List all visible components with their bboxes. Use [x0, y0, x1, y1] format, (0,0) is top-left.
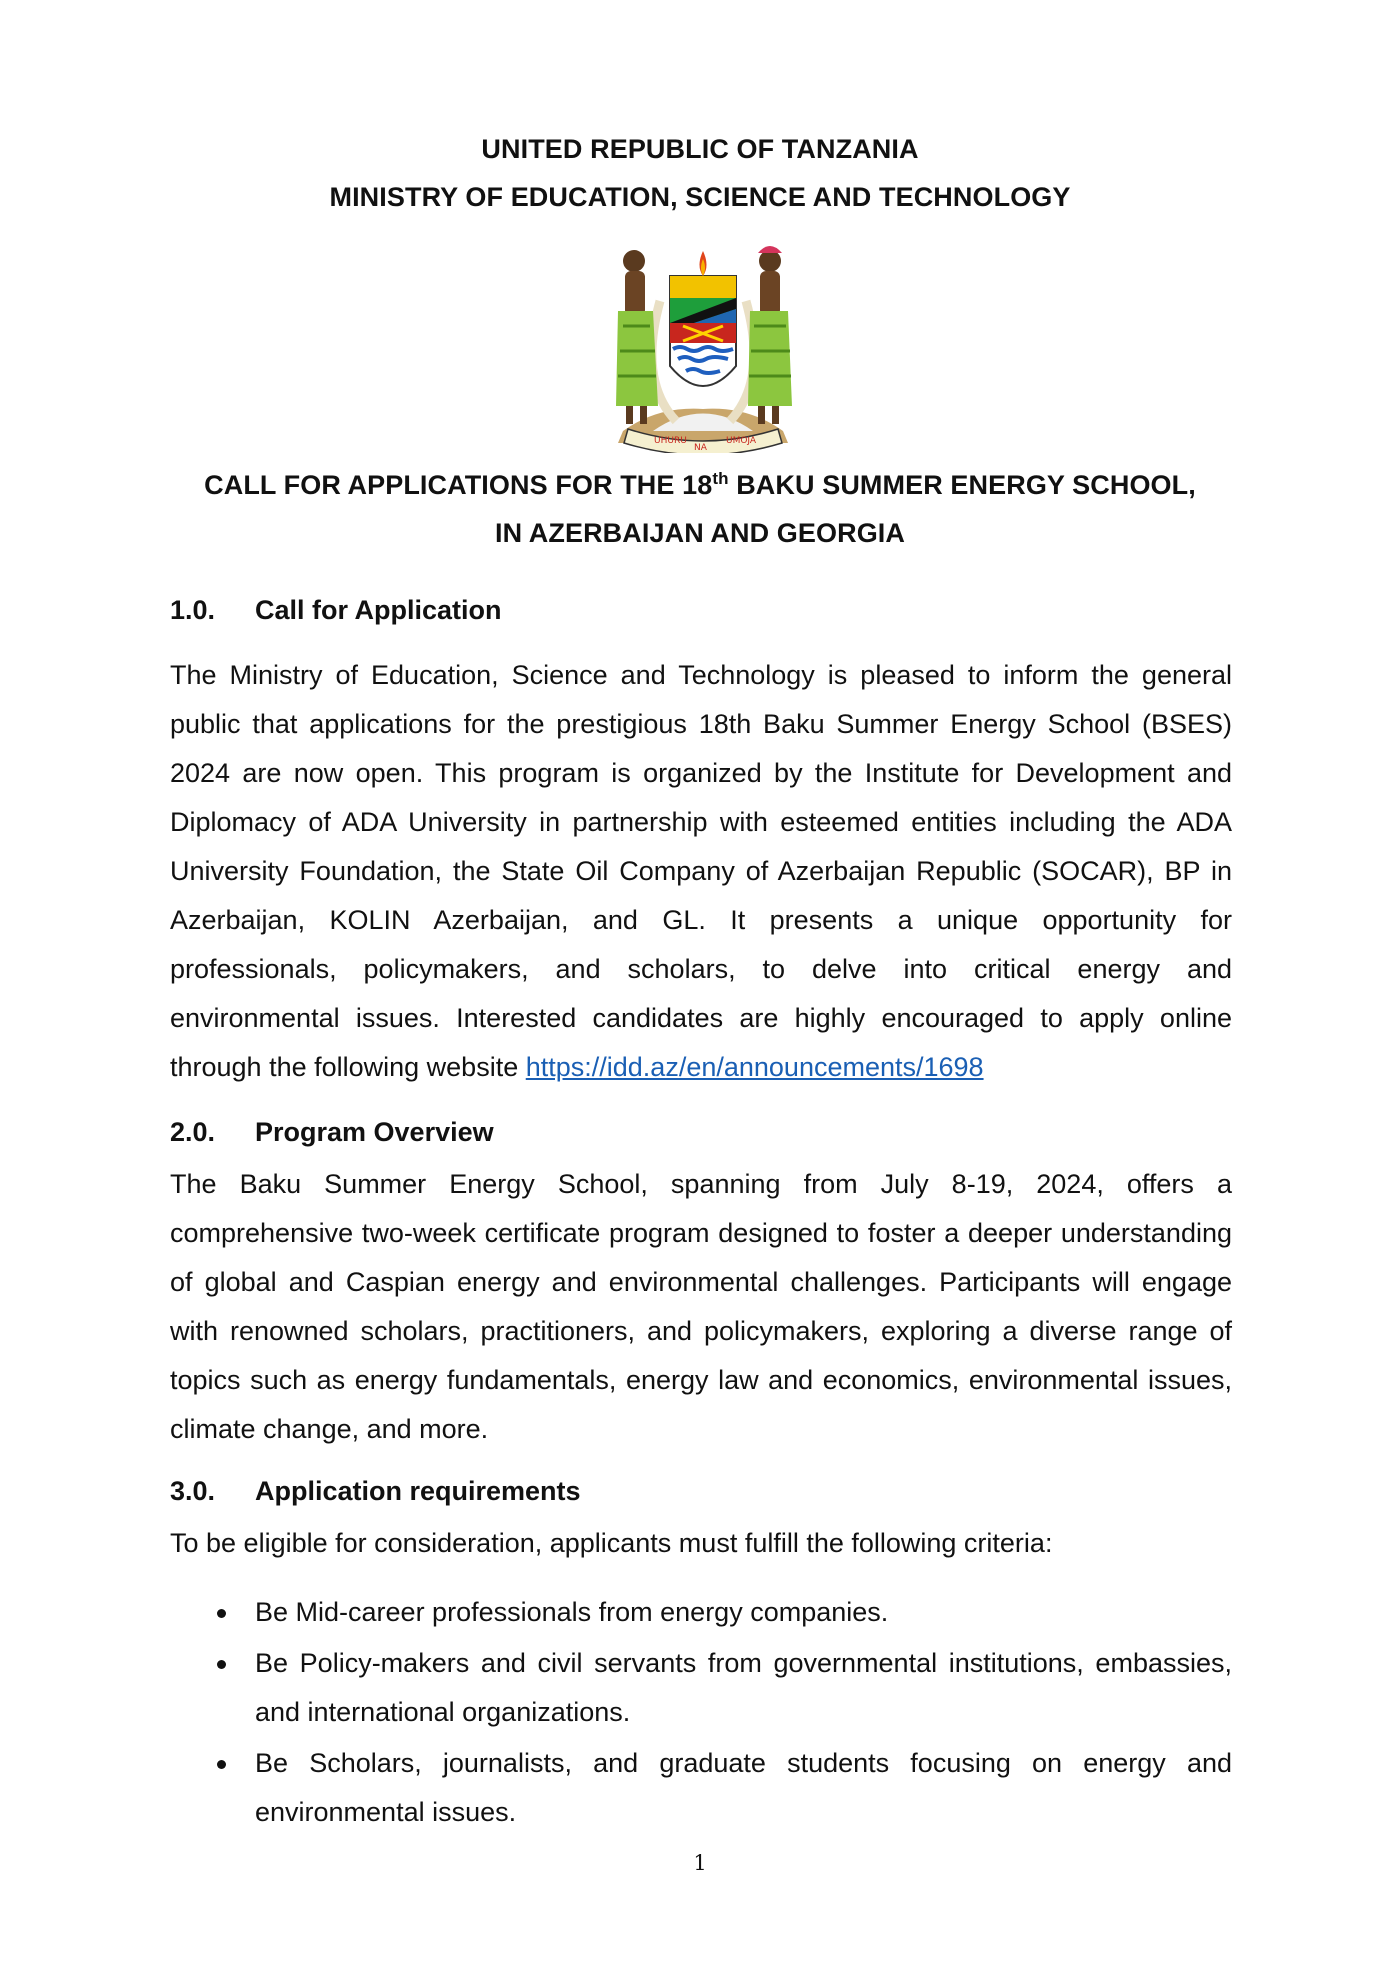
call-title-line-2: IN AZERBAIJAN AND GEORGIA [494, 518, 906, 548]
list-item-text: Be Policy-makers and civil servants from governmental institutions, embassies, and international organizations. [255, 1648, 1232, 1727]
section-heading-program-overview [170, 1117, 494, 1148]
section-heading-application-requirements [170, 1476, 581, 1507]
list-item [170, 1739, 1232, 1837]
section-paragraph-application-requirements: To be eligible for consideration, applicants must fulfill the following criteria: [170, 1528, 1053, 1558]
list-item-text: Be Scholars, journalists, and graduate students focusing on energy and environmental issues. [255, 1748, 1232, 1827]
bullet-icon [217, 1609, 226, 1618]
paragraph-text: The Ministry of Education, Science and Technology is pleased to inform the general public that applications for the prestigious 18th Baku Summer Energy School (BSES) 2024 are now open. This program is organized by the Institute for Development and Diplomacy of ADA University in partnership with esteemed entities including the ADA University Foundation, the State Oil Company of Azerbaijan Republic (SOCAR), BP in Azerbaijan, KOLIN Azerbaijan, and GL. It presents a unique opportunity for professionals, policymakers, and scholars, to delve into critical energy and environmental issues. Interested candidates are highly encouraged to apply online through the following website [170, 660, 1232, 1082]
call-title-part-2: BAKU SUMMER ENERGY SCHOOL, [728, 470, 1196, 500]
ordinal-suffix: th [712, 469, 729, 488]
coat-of-arms-emblem [598, 231, 808, 453]
call-title-part-1: CALL FOR APPLICATIONS FOR THE 18 [204, 470, 713, 500]
section-number: 2.0. [170, 1117, 216, 1147]
motto-word-3: UMOJA [726, 436, 757, 446]
bullet-icon [217, 1760, 226, 1769]
motto-word-2: NA [694, 443, 707, 453]
section-title: Call for Application [255, 595, 502, 625]
bullet-icon [217, 1660, 226, 1669]
section-title: Program Overview [255, 1117, 494, 1147]
list-item [170, 1588, 1232, 1637]
call-title-line-1 [0, 470, 1400, 501]
application-website-link[interactable]: https://idd.az/en/announcements/1698 [525, 1052, 984, 1082]
ministry-heading: MINISTRY OF EDUCATION, SCIENCE AND TECHNOLOGY [329, 182, 1071, 212]
list-item-text: Be Mid-career professionals from energy companies. [255, 1597, 889, 1627]
section-heading-call-for-application [170, 595, 502, 626]
section-title: Application requirements [255, 1476, 581, 1506]
motto-word-1: UHURU [654, 436, 687, 446]
requirements-list [170, 1588, 1232, 1839]
page-number: 1 [693, 1851, 707, 1875]
section-number: 1.0. [170, 595, 216, 625]
section-paragraph-call-for-application [170, 651, 1232, 1092]
section-number: 3.0. [170, 1476, 216, 1506]
list-item [170, 1639, 1232, 1737]
section-paragraph-program-overview: The Baku Summer Energy School, spanning from July 8-19, 2024, offers a comprehensive two-week certificate program designed to foster a deeper understanding of global and Caspian energy and environmental challenges. Participants will engage with renowned scholars, practitioners, and policymakers, exploring a diverse range of topics such as energy fundamentals, energy law and economics, environmental issues, climate change, and more. [170, 1169, 1232, 1444]
country-heading: UNITED REPUBLIC OF TANZANIA [481, 134, 919, 164]
